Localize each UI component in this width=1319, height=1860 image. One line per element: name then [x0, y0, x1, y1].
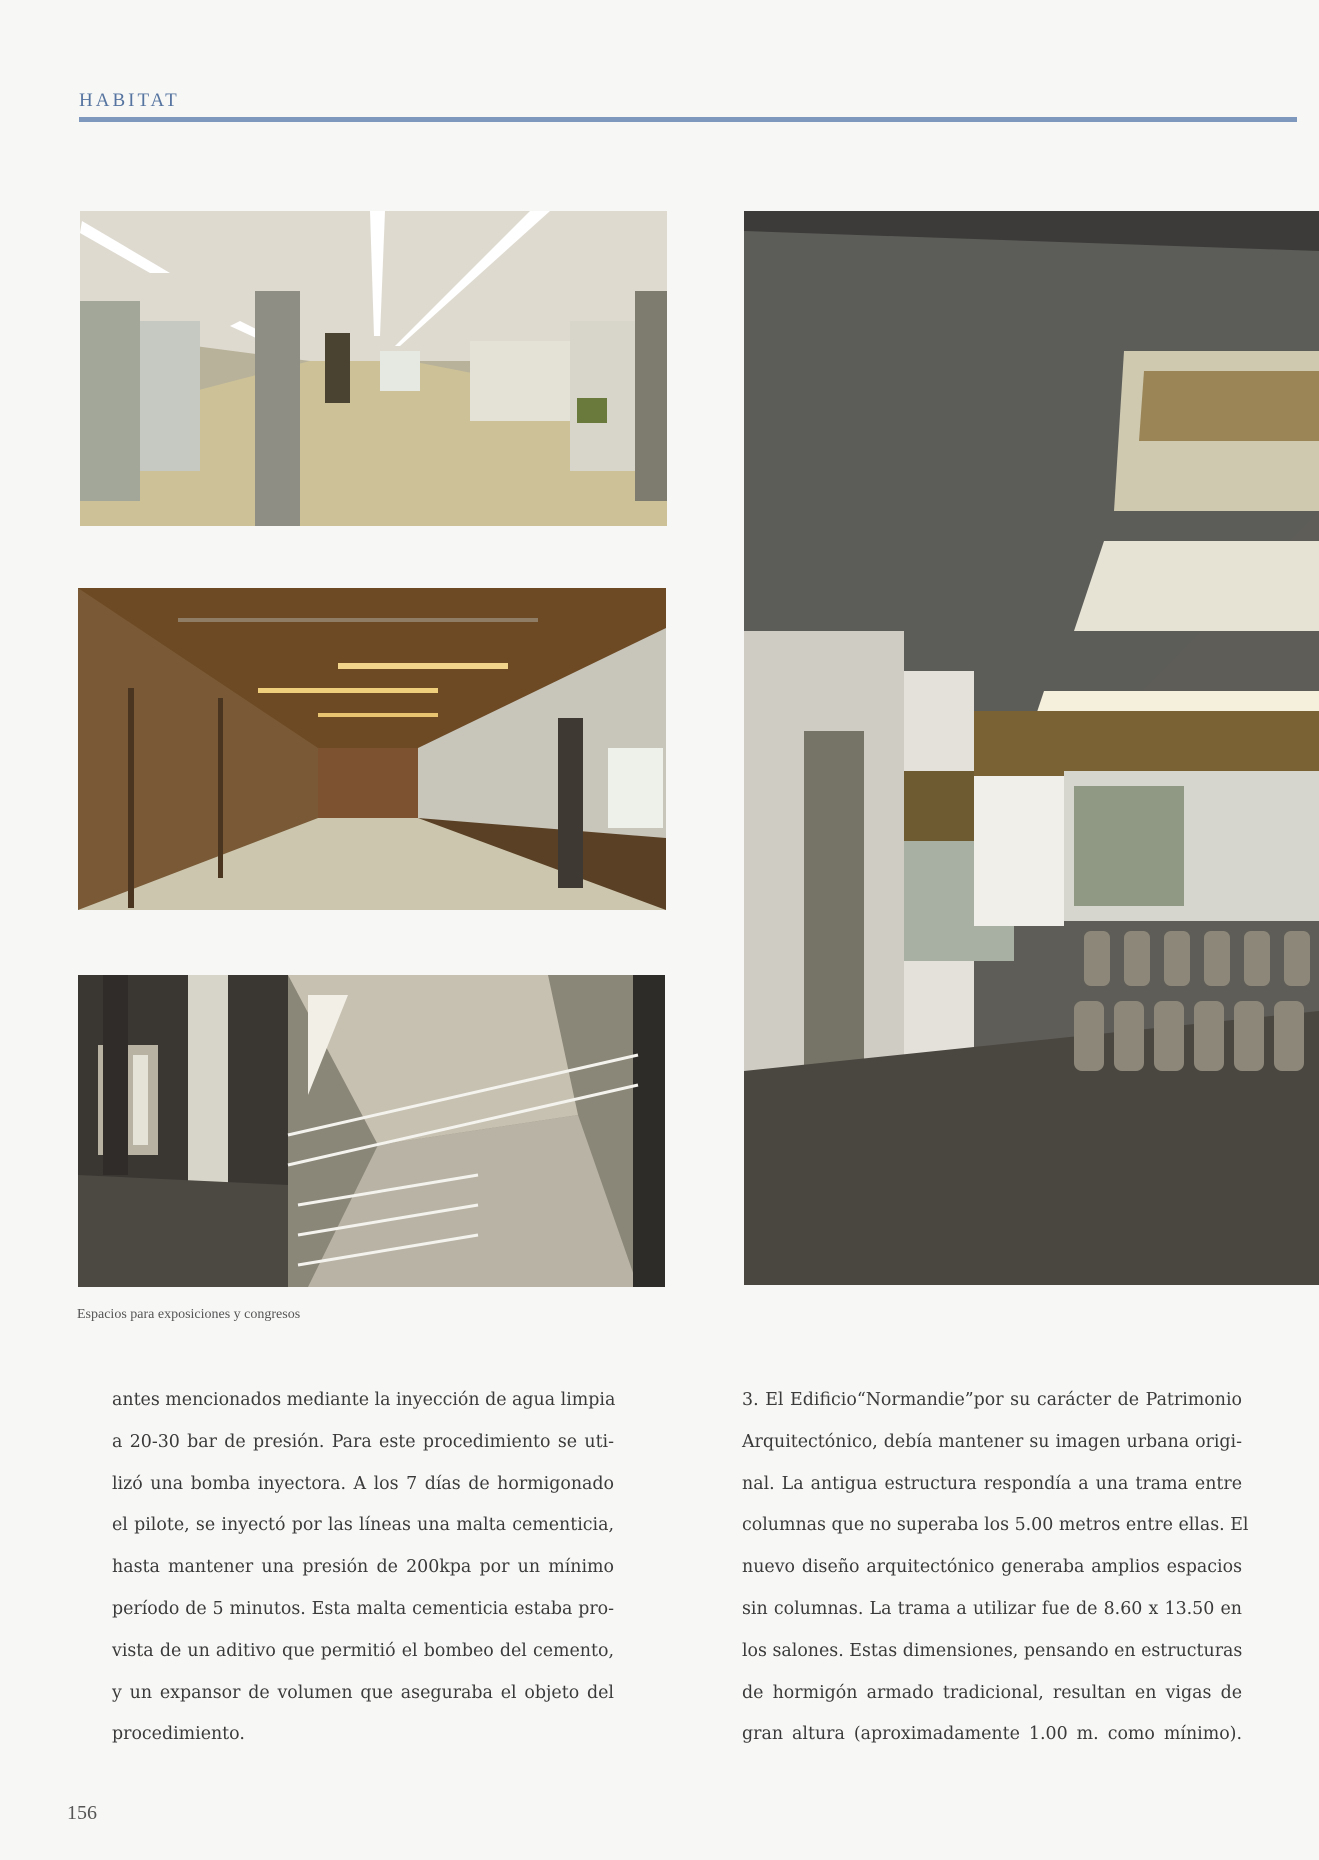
section-title: HABITAT [79, 90, 180, 111]
text-line: 3. El Edificio“Normandie”por su carácter de Patrimonio [742, 1390, 1242, 1410]
text-line: Arquitectónico, debía mantener su imagen urbana origi- [742, 1431, 1242, 1452]
text-line: período de 5 minutos. Esta malta cementicia estaba pro- [112, 1598, 614, 1619]
text-line: sin columnas. La trama a utilizar fue de 8.60 x 13.50 en [742, 1598, 1242, 1619]
text-line: vista de un aditivo que permitió el bombeo del cemento, [112, 1640, 614, 1661]
body-text-left-column [112, 1380, 614, 1756]
text-line: nuevo diseño arquitectónico generaba amplios espacios [742, 1557, 1242, 1578]
text-line: a 20-30 bar de presión. Para este procedimiento se uti- [112, 1431, 614, 1452]
page-number: 156 [67, 1802, 97, 1824]
text-line: nal. La antigua estructura respondía a una trama entre [742, 1473, 1242, 1494]
staircase-photo [78, 975, 665, 1287]
text-line: hasta mantener una presión de 200kpa por un mínimo [112, 1557, 614, 1578]
text-line: gran altura (aproximadamente 1.00 m. como mínimo). [742, 1724, 1242, 1745]
photo-caption: Espacios para exposiciones y congresos [77, 1307, 301, 1322]
text-line: columnas que no superaba los 5.00 metros entre ellas. El [742, 1515, 1249, 1536]
text-line: los salones. Estas dimensiones, pensando en estructuras [742, 1640, 1243, 1661]
gallery-corridor-photo [80, 211, 667, 526]
header-rule [79, 117, 1297, 122]
text-line: de hormigón armado tradicional, resultan en vigas de [742, 1682, 1242, 1703]
body-text-right-column [742, 1380, 1249, 1756]
text-line: y un expansor de volumen que aseguraba el objeto del [112, 1682, 614, 1703]
text-line: el pilote, se inyectó por las líneas una malta cementicia, [112, 1515, 614, 1536]
text-line: lizó una bomba inyectora. A los 7 días de hormigonado [112, 1473, 614, 1494]
text-line: procedimiento. [112, 1724, 245, 1745]
wood-ceiling-hall-photo [78, 588, 666, 910]
text-line: antes mencionados mediante la inyección de agua limpia [112, 1390, 616, 1410]
conference-room-photo [744, 211, 1319, 1285]
